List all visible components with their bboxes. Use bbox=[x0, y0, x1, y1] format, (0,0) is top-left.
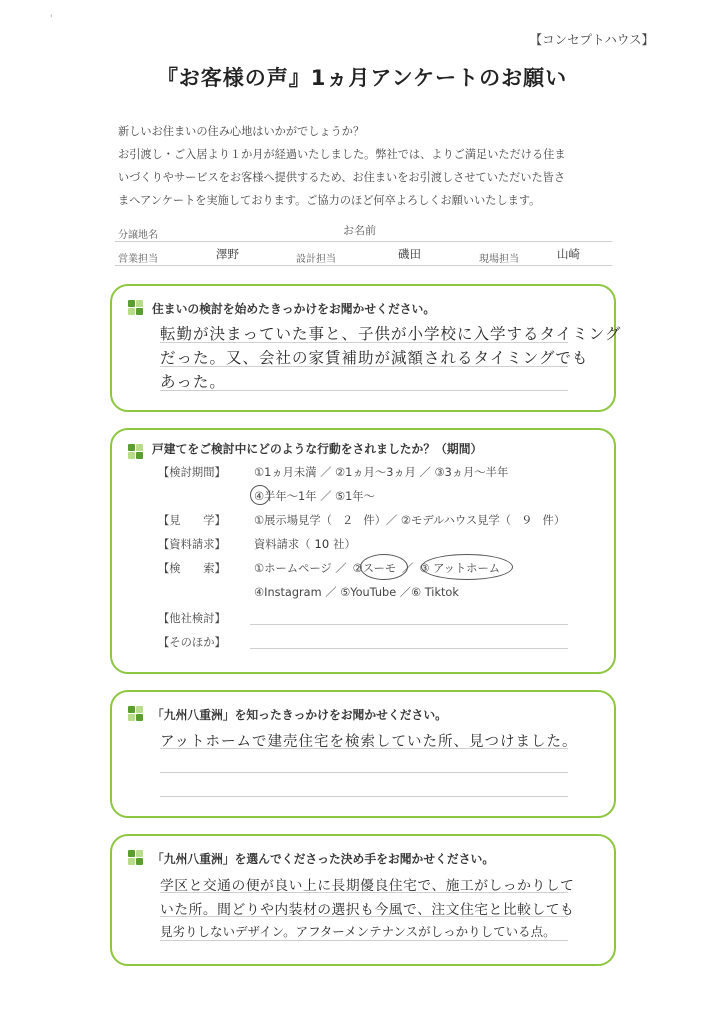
period-label: 【検討期間】 bbox=[158, 466, 226, 479]
design-value: 磯田 bbox=[398, 247, 421, 261]
visit-count-a: ２ bbox=[341, 513, 354, 527]
question-box-4 bbox=[110, 834, 616, 966]
other-label: 【他社検討】 bbox=[158, 612, 226, 625]
name-label: お名前 bbox=[343, 224, 376, 237]
scan-speck: ' bbox=[50, 14, 53, 24]
intro-line: まへアンケートを実施しております。ご協力のほど何卒よろしくお願いいたします。 bbox=[118, 194, 541, 207]
question-box-1 bbox=[110, 284, 622, 412]
intro-paragraph bbox=[118, 120, 618, 212]
answer-line: 転勤が決まっていた事と、子供が小学校に入学するタイミング bbox=[160, 325, 622, 343]
answer-rule bbox=[250, 624, 568, 625]
docs-label: 【資料請求】 bbox=[158, 538, 226, 551]
selection-circle bbox=[250, 485, 270, 505]
misc-label: 【そのほか】 bbox=[158, 636, 226, 649]
question-title: 戸建てをご検討中にどのような行動をされましたか？（期間） bbox=[152, 442, 483, 456]
docs-text-a: 資料請求（ bbox=[254, 538, 311, 551]
question-box-2 bbox=[110, 428, 616, 674]
clover-icon bbox=[128, 300, 144, 316]
search-text-a: ①ホームページ ／ bbox=[254, 562, 347, 575]
visit-count-b: ９ bbox=[521, 513, 533, 527]
answer-line: いた所。間どりや内装材の選択も今風で、注文住宅と比較しても bbox=[160, 902, 575, 918]
bunjo-label: 分譲地名 bbox=[118, 230, 158, 241]
answer-line: 見劣りしないデザイン。アフターメンテナンスがしっかりしている点。 bbox=[160, 924, 556, 939]
selection-circle bbox=[421, 554, 513, 580]
search-text-c: ／ bbox=[402, 562, 414, 575]
search-text-d: ③ アットホーム bbox=[419, 562, 501, 575]
answer-rule bbox=[160, 796, 568, 797]
search-text-b: ②スーモ bbox=[352, 562, 397, 575]
visit-label: 【見 学】 bbox=[158, 514, 226, 527]
period-options-1: ①1ヵ月未満 ／ ②1ヵ月〜3ヵ月 ／ ③3ヵ月〜半年 bbox=[254, 466, 509, 479]
answer-line: だった。又、会社の家賃補助が減額されるタイミングでも bbox=[160, 349, 589, 367]
intro-line: いづくりやサービスをお客様へ提供するため、お住まいをお引渡しさせていただいた皆さ bbox=[118, 171, 566, 184]
sales-value: 澤野 bbox=[216, 247, 239, 261]
answer-line: あった。 bbox=[160, 373, 226, 391]
question-title: 住まいの検討を始めたきっかけをお聞かせください。 bbox=[152, 302, 436, 316]
docs-text-b: 社） bbox=[333, 538, 356, 551]
clover-icon bbox=[128, 850, 144, 866]
visit-text-b: 件）／ ②モデルハウス見学（ bbox=[363, 514, 512, 527]
site-label: 現場担当 bbox=[479, 254, 519, 265]
answer-line: アットホームで建売住宅を検索していた所、見つけました。 bbox=[160, 734, 578, 750]
design-label: 設計担当 bbox=[296, 254, 336, 265]
concept-house-tag: 【コンセプトハウス】 bbox=[529, 32, 654, 47]
answer-line: 学区と交通の便が良い上に長期優良住宅で、施工がしっかりして bbox=[160, 878, 575, 894]
clover-icon bbox=[128, 706, 144, 722]
answer-rule bbox=[250, 648, 568, 649]
question-title: 「九州八重洲」を選んでくださった決め手をお聞かせください。 bbox=[152, 852, 495, 866]
selection-circle bbox=[360, 554, 408, 580]
meta-rule-1 bbox=[115, 241, 612, 242]
period-options-2: ④半年〜1年 ／ ⑤1年〜 bbox=[254, 490, 375, 503]
docs-count: 10 bbox=[314, 537, 330, 551]
sales-label: 営業担当 bbox=[118, 254, 158, 265]
question-box-3 bbox=[110, 690, 616, 818]
visit-options bbox=[254, 512, 565, 528]
page-title: 『お客様の声』1ヵ月アンケートのお願い bbox=[156, 66, 568, 90]
answer-rule bbox=[160, 772, 568, 773]
intro-line: お引渡し・ご入居より１か月が経過いたしました。弊社では、よりご満足いただける住ま bbox=[118, 148, 566, 161]
visit-text-c: 件） bbox=[542, 514, 566, 527]
site-value: 山崎 bbox=[557, 247, 580, 261]
docs-options bbox=[254, 536, 356, 552]
visit-text-a: ①展示場見学（ bbox=[254, 514, 332, 527]
intro-line: 新しいお住まいの住み心地はいかがでしょうか？ bbox=[118, 125, 365, 138]
question-title: 「九州八重洲」を知ったきっかけをお聞かせください。 bbox=[152, 708, 447, 722]
meta-rule-2 bbox=[115, 265, 612, 266]
search-options-2: ④Instagram ／ ⑤YouTube ／⑥ Tiktok bbox=[254, 586, 459, 599]
answer-rule bbox=[160, 940, 568, 941]
clover-icon bbox=[128, 444, 144, 460]
search-label: 【検 索】 bbox=[158, 562, 226, 575]
